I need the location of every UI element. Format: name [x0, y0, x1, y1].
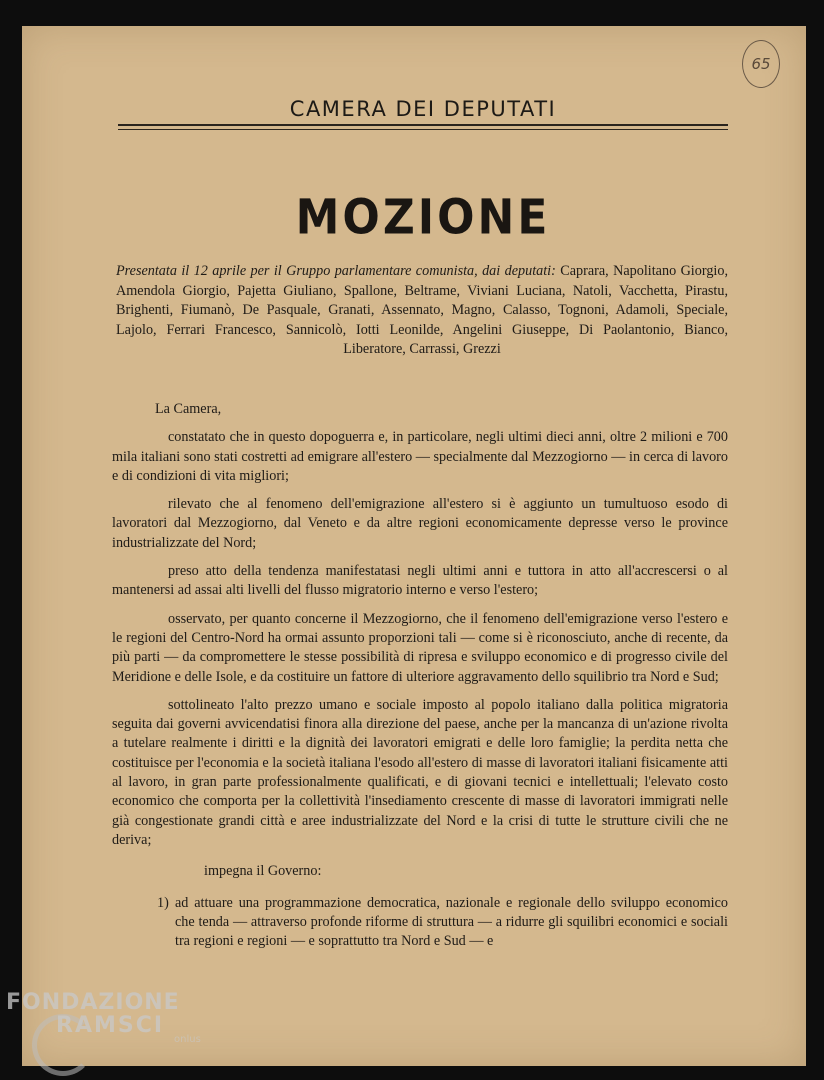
signatories-block [116, 262, 728, 360]
motion-body [112, 400, 728, 960]
chamber-heading: CAMERA DEI DEPUTATI [289, 97, 557, 121]
commitment-item [112, 894, 728, 952]
archive-number-stamp: 65 [742, 40, 780, 88]
item-text: ad attuare una programmazione democratica, nazionale e regionale dello sviluppo economico che tenda — attraverso profonde riforme di struttura — a ridurre gli squilibri economici e sociali tra regioni e regioni — e soprattutto tra Nord e Sud — e [175, 894, 728, 950]
premise-paragraph: sottolineato l'alto prezzo umano e sociale imposto al popolo italiano dalla politica migratoria seguita dai governi avvicendatisi finora alla direzione del paese, anche per la mancanza di un'azione rivolta a tutelare realmente i diritti e la dignità dei lavoratori emigrati e delle loro famiglie; la perdita netta che costituisce per l'economia e la società italiana l'esodo all'estero di masse di lavoratori italiani fisicamente atti al lavoro, in gran parte professionalmente qualificati, e di giovani tecnici e intellettuali; l'elevato costo economico che comporta per la collettività l'insediamento crescente di masse di lavoratori immigrati nelle già congestionate grandi città e aree industrializzate del Nord e la crisi di tutte le strutture civili che ne deriva; [112, 696, 728, 848]
deputies-list: Caprara, Napolitano Giorgio, Amendola Giorgio, Pajetta Giuliano, Spallone, Beltrame, Viviani Luciana, Natoli, Vacchetta, Pirastu, Brighenti, Fiumanò, De Pasquale, Granati, Assennato, Magno, Calasso, Tognoni, Adamoli, Speciale, Lajolo, Ferrari Francesco, Sannicolò, Iotti Leonilde, Angelini Giuseppe, Di Paolantonio, Bianco, Liberatore, Carrassi, Grezzi [116, 263, 728, 358]
watermark-line-1: FONDAZIONE [6, 990, 180, 1015]
premise-paragraph: constatato che in questo dopoguerra e, in particolare, negli ultimi dieci anni, oltre 2 milioni e 700 mila italiani sono stati costretti ad emigrare all'estero — specialmente dal Mezzogiorno — in cerca di lavoro e di condizioni di vita migliori; [112, 429, 728, 484]
archive-watermark [6, 990, 206, 1045]
header-rule-thin [118, 129, 728, 130]
presentation-note: Presentata il 12 aprile per il Gruppo parlamentare comunista, dai deputati: [116, 263, 556, 279]
premise-paragraph: preso atto della tendenza manifestatasi negli ultimi anni e tuttora in atto all'accrescersi o al mantenersi ad assai alti livelli del flusso migratorio interno e verso l'estero; [112, 563, 728, 599]
watermark-line-2: RAMSCI [56, 1013, 165, 1038]
document-title: MOZIONE [295, 189, 551, 246]
item-number: 1) [157, 894, 169, 911]
salutation: La Camera, [155, 401, 222, 417]
header-rule-thick [118, 124, 728, 126]
premise-paragraph: rilevato che al fenomeno dell'emigrazione all'estero si è aggiunto un tumultuoso esodo di lavoratori dal Mezzogiorno, dal Veneto e da altre regioni economicamente depresse verso le province industrializzate del Nord; [112, 496, 728, 551]
watermark-line-3: onlus [174, 1034, 201, 1045]
premise-paragraph: osservato, per quanto concerne il Mezzogiorno, che il fenomeno dell'emigrazione verso l'estero e le regioni del Centro-Nord ha ormai assunto proporzioni tali — come si è riconosciuto, anche di recente, da più parti — da compromettere le stesse possibilità di ripresa e sviluppo economico e di progresso civile del Meridione e delle Isole, e da costituire un fattore di ulteriore aggravamento dello squilibrio tra Nord e Sud; [112, 610, 728, 685]
commitment-heading: impegna il Governo: [204, 863, 322, 880]
